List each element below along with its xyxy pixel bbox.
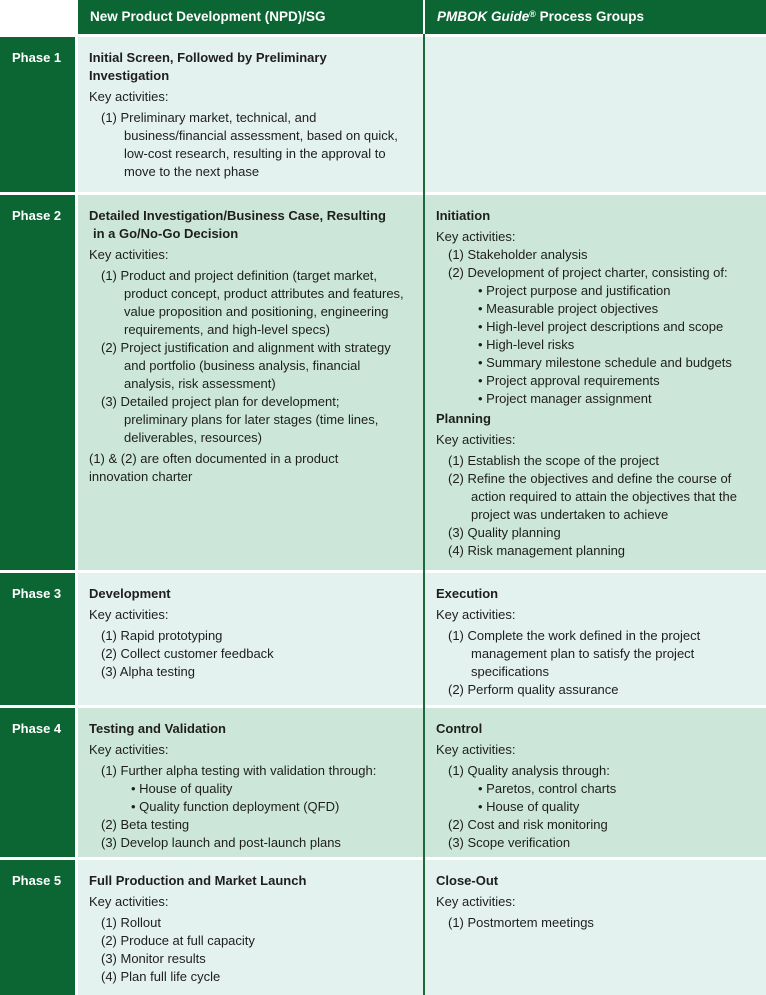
phase-4-label: Phase 4 [0, 708, 75, 857]
activity-item: (2) Produce at full capacity [101, 933, 255, 948]
activity-item: (1) Postmortem meetings [448, 915, 594, 930]
key-activities-label: Key activities: [89, 742, 169, 757]
key-activities-label: Key activities: [436, 894, 516, 909]
key-activities-label: Key activities: [436, 607, 516, 622]
activity-item: (3) Scope verification [448, 835, 571, 850]
planning-title: Planning [436, 411, 491, 426]
activity-item: (2) Development of project charter, consisting of: [448, 265, 728, 280]
activity-item: (1) Product and project definition (target market, product concept, product attributes and features, value proposition and positioning, engineering requirements, and high-level specs) [101, 268, 404, 337]
phase-1-pmbok-cell [425, 37, 766, 192]
bullet-item: • High-level risks [478, 337, 575, 352]
activity-item: (1) Rapid prototyping [101, 628, 223, 643]
activity-item: (1) Preliminary market, technical, and business/financial assessment, based on quick, low-cost research, resulting in the approval to move to the next phase [101, 110, 398, 179]
activity-item: (2) Project justification and alignment with strategy and portfolio (business analysis, financial analysis, risk assessment) [101, 340, 391, 391]
activity-item: (1) Complete the work defined in the project management plan to satisfy the project specifications [448, 628, 701, 679]
phase-1-npd-title-line2: Investigation [89, 68, 170, 83]
phase-5-pmbok-cell [425, 860, 766, 995]
activity-item: (1) Further alpha testing with validation through: [101, 763, 377, 778]
activity-item: (3) Develop launch and post-launch plans [101, 835, 341, 850]
phase-2-pmbok-cell [425, 195, 766, 570]
activity-item: (2) Beta testing [101, 817, 190, 832]
activity-item: (4) Risk management planning [448, 543, 626, 558]
initiation-title: Initiation [436, 208, 491, 223]
activity-item: (2) Refine the objectives and define the course of action required to attain the objectives that the project was undertaken to achieve [448, 471, 737, 522]
bullet-item: • Project approval requirements [478, 373, 660, 388]
activity-item: (2) Cost and risk monitoring [448, 817, 608, 832]
activity-item: (1) Stakeholder analysis [448, 247, 588, 262]
bullet-item: • Summary milestone schedule and budgets [478, 355, 732, 370]
column-divider [423, 34, 425, 995]
phase-5-npd-cell [78, 860, 423, 995]
key-activities-label: Key activities: [89, 607, 169, 622]
bullet-item: • House of quality [131, 781, 233, 796]
key-activities-label: Key activities: [89, 894, 169, 909]
key-activities-label: Key activities: [436, 229, 516, 244]
phase-3-npd-cell [78, 573, 423, 705]
testing-validation-title: Testing and Validation [89, 721, 226, 736]
registered-mark: ® [529, 9, 536, 19]
full-production-title: Full Production and Market Launch [89, 873, 307, 888]
phase-2-label: Phase 2 [0, 195, 75, 570]
phase-3-label: Phase 3 [0, 573, 75, 705]
phase-2-npd-title-line1: Detailed Investigation/Business Case, Resulting [89, 208, 386, 223]
column-header-npd: New Product Development (NPD)/SG [78, 0, 423, 34]
phase-2-npd-title-line2: in a Go/No-Go Decision [93, 226, 239, 241]
close-out-title: Close-Out [436, 873, 499, 888]
phase-2-npd-cell [78, 195, 423, 570]
column-header-pmbok [425, 0, 766, 34]
activity-item: (1) Quality analysis through: [448, 763, 610, 778]
execution-title: Execution [436, 586, 499, 601]
phase-1-npd-title-line1: Initial Screen, Followed by Preliminary [89, 50, 327, 65]
activity-note: (1) & (2) are often documented in a product innovation charter [89, 451, 339, 484]
activity-item: (3) Monitor results [101, 951, 206, 966]
bullet-item: • High-level project descriptions and scope [478, 319, 724, 334]
bullet-item: • Project purpose and justification [478, 283, 671, 298]
bullet-item: • Project manager assignment [478, 391, 652, 406]
activity-item: (3) Detailed project plan for development; preliminary plans for later stages (time lines, deliverables, resources) [101, 394, 379, 445]
pmbok-header-rest: Process Groups [535, 9, 644, 24]
control-title: Control [436, 721, 483, 736]
phase-3-pmbok-cell [425, 573, 766, 705]
key-activities-label: Key activities: [436, 742, 516, 757]
phase-5-label: Phase 5 [0, 860, 75, 995]
key-activities-label: Key activities: [89, 89, 169, 104]
key-activities-label: Key activities: [436, 432, 516, 447]
bullet-item: • Measurable project objectives [478, 301, 659, 316]
activity-item: (3) Quality planning [448, 525, 561, 540]
bullet-item: • House of quality [478, 799, 580, 814]
phase-1-label: Phase 1 [0, 37, 75, 192]
activity-item: (2) Perform quality assurance [448, 682, 619, 697]
activity-item: (1) Establish the scope of the project [448, 453, 660, 468]
activity-item: (1) Rollout [101, 915, 161, 930]
key-activities-label: Key activities: [89, 247, 169, 262]
activity-item: (3) Alpha testing [101, 664, 195, 679]
phase-4-npd-cell [78, 708, 423, 857]
development-title: Development [89, 586, 171, 601]
phase-1-npd-cell [78, 37, 423, 192]
bullet-item: • Quality function deployment (QFD) [131, 799, 340, 814]
phase-4-pmbok-cell [425, 708, 766, 857]
bullet-item: • Paretos, control charts [478, 781, 617, 796]
pmbok-guide-title: PMBOK Guide [437, 9, 530, 24]
activity-item: (4) Plan full life cycle [101, 969, 221, 984]
activity-item: (2) Collect customer feedback [101, 646, 274, 661]
